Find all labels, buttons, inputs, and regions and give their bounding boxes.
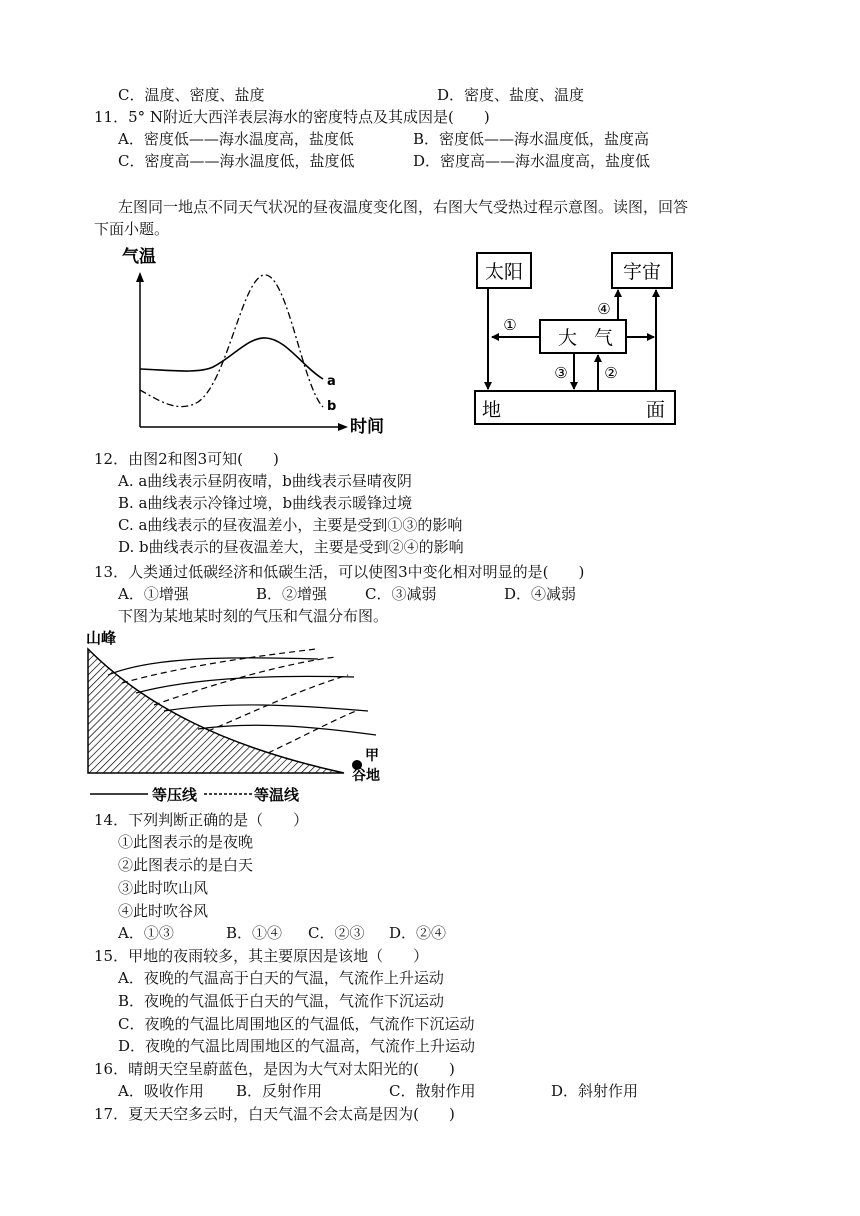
arrow-1-label: ① (503, 316, 517, 334)
q13-option-c: C．③减弱 (365, 585, 437, 603)
atmosphere-label-2: 气 (594, 327, 614, 349)
q10-option-d: D．密度、盐度、温度 (437, 86, 585, 104)
q15-option-d: D．夜晚的气温比周围地区的气温高，气流作上升运动 (118, 1037, 476, 1055)
q13-stem: 13．人类通过低碳经济和低碳生活，可以使图3中变化相对明显的是( ) (94, 563, 585, 581)
q14-option-c: C．②③ (308, 924, 365, 942)
q16-stem: 16．晴朗天空呈蔚蓝色，是因为大气对太阳光的( ) (94, 1060, 455, 1078)
valley-figure (86, 627, 406, 807)
q12-option-d: D. b曲线表示的昼夜温差大，主要是受到②④的影响 (118, 538, 464, 556)
curve-b-label: b (327, 399, 337, 414)
q14-option-d: D．②④ (389, 924, 447, 942)
arrow-4-label: ④ (597, 300, 611, 318)
curve-b (140, 275, 323, 407)
q15-option-a: A．夜晚的气温高于白天的气温，气流作上升运动 (118, 969, 444, 987)
atmosphere-label-1: 大 (558, 327, 578, 349)
q14-statement-2: ②此图表示的是白天 (118, 856, 254, 874)
q15-option-c: C．夜晚的气温比周围地区的气温低，气流作下沉运动 (118, 1015, 475, 1033)
q12-option-c: C. a曲线表示的昼夜温差小，主要是受到①③的影响 (118, 516, 463, 534)
curve-a (140, 338, 323, 379)
q12-option-b: B. a曲线表示冷锋过境，b曲线表示暖锋过境 (118, 494, 413, 512)
intro-paragraph-line1: 左图同一地点不同天气状况的昼夜温度变化图，右图大气受热过程示意图。读图，回答 (118, 198, 689, 216)
q14-stem: 14．下列判断正确的是（ ） (94, 811, 309, 829)
q16-option-c: C．散射作用 (389, 1082, 476, 1100)
peak-label: 山峰 (86, 629, 117, 647)
intro-valley-figure: 下图为某地某时刻的气压和气温分布图。 (118, 607, 389, 625)
intro-paragraph-line2: 下面小题。 (94, 220, 170, 238)
legend-isotherm: 等温线 (254, 786, 300, 804)
q15-option-b: B．夜晚的气温低于白天的气温，气流作下沉运动 (118, 992, 445, 1010)
q12-stem: 12．由图2和图3可知( ) (94, 450, 279, 468)
atmosphere-box (540, 320, 626, 353)
q14-statement-3: ③此时吹山风 (118, 879, 209, 897)
q16-option-a: A．吸收作用 (118, 1082, 204, 1100)
figure-ylabel: 气温 (122, 247, 156, 267)
atmosphere-heating-figure (470, 248, 682, 428)
q11-option-b: B．密度低——海水温度低，盐度高 (413, 130, 650, 148)
q11-option-c: C．密度高——海水温度低，盐度低 (118, 152, 355, 170)
mountain-slope (88, 649, 344, 773)
q14-option-b: B．①④ (226, 924, 283, 942)
q11-option-a: A．密度低——海水温度高，盐度低 (118, 130, 354, 148)
arrow-2-label: ② (604, 364, 618, 382)
sun-label: 太阳 (484, 261, 524, 283)
temperature-curve-figure (118, 242, 408, 438)
arrow-3-label: ③ (554, 364, 568, 382)
ground-label-1: 地 (482, 399, 502, 421)
q13-option-b: B．②增强 (256, 585, 328, 603)
q15-stem: 15．甲地的夜雨较多，其主要原因是该地（ ） (94, 947, 429, 965)
q16-option-b: B．反射作用 (236, 1082, 323, 1100)
q10-option-c: C．温度、密度、盐度 (118, 86, 265, 104)
q11-stem: 11．5° N附近大西洋表层海水的密度特点及其成因是( ) (94, 108, 490, 126)
q12-option-a: A. a曲线表示昼阴夜晴，b曲线表示昼晴夜阴 (118, 472, 412, 490)
ground-box (475, 391, 675, 424)
space-label: 宇宙 (622, 261, 662, 283)
q17-stem: 17．夏天天空多云时，白天气温不会太高是因为( ) (94, 1105, 455, 1123)
q14-statement-1: ①此图表示的是夜晚 (118, 833, 254, 851)
q13-option-a: A．①增强 (118, 585, 189, 603)
point-jia-label: 甲 (365, 748, 379, 764)
q13-option-d: D．④减弱 (504, 585, 577, 603)
q14-statement-4: ④此时吹谷风 (118, 902, 209, 920)
q14-option-a: A．①③ (118, 924, 174, 942)
curve-a-label: a (327, 374, 336, 389)
ground-label-2: 面 (646, 399, 666, 421)
q11-option-d: D．密度高——海水温度高，盐度低 (413, 152, 651, 170)
figure-xlabel: 时间 (350, 417, 384, 437)
q16-option-d: D．斜射作用 (551, 1082, 639, 1100)
valley-label: 谷地 (352, 768, 380, 784)
legend-isobar: 等压线 (152, 786, 198, 804)
